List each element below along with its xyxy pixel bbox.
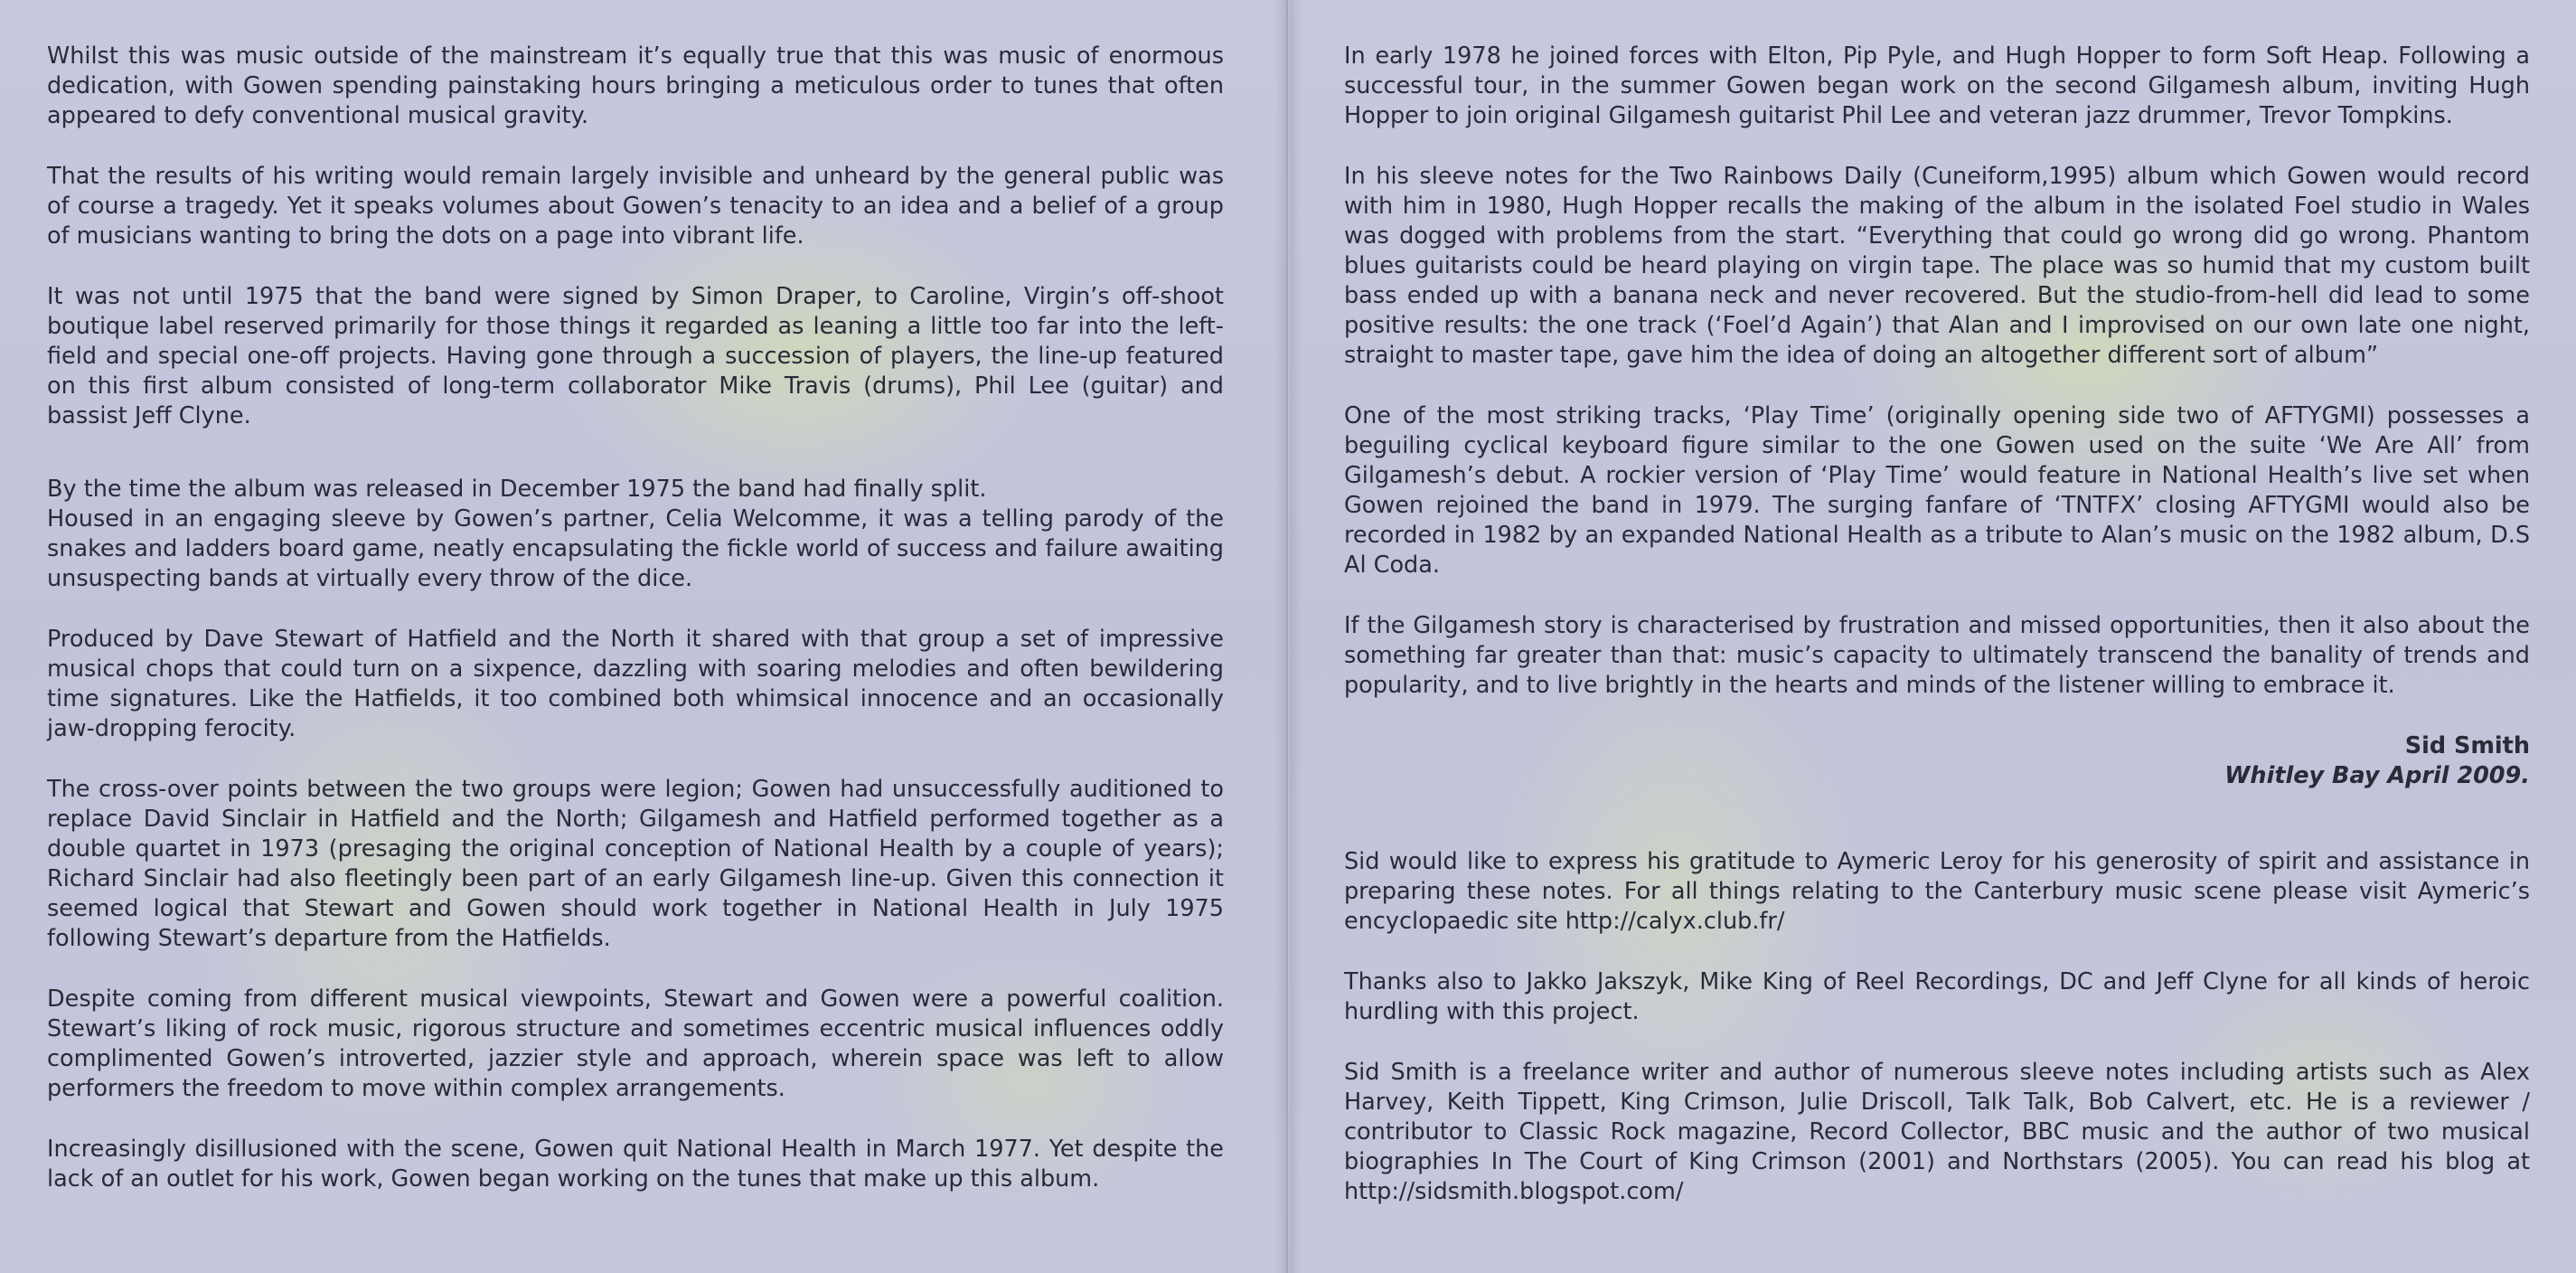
- signature-name: Sid Smith: [2404, 732, 2530, 759]
- paragraph: Thanks also to Jakko Jakszyk, Mike King of Reel Recordings, DC and Jeff Clyne for all kinds of heroic hurdling with this project.: [1344, 968, 2530, 1025]
- paragraph: If the Gilgamesh story is characterised by frustration and missed opportunities, then it also about the something far greater than that: music’s capacity to ultimately transcend the banality of trends and popularity, and to live brightly in the hearts and minds of the listener willing to embrace it.: [1344, 612, 2530, 699]
- paragraph: That the results of his writing would remain largely invisible and unheard by the general public was of course a tragedy. Yet it speaks volumes about Gowen’s tenacity to an idea and a belief of a group of musicians wanting to bring the dots on a page into vibrant life.: [47, 163, 1224, 250]
- paragraph: In his sleeve notes for the Two Rainbows Daily (Cuneiform,1995) album which Gowen would record with him in 1980, Hugh Hopper recalls the making of the album in the isolated Foel studio in Wales was dogged with problems from the start. “Everything that could go wrong did go wrong. Phantom blues guitarists could be heard playing on virgin tape. The place was so humid that my custom built bass ended up with a banana neck and never recovered. But the studio-from-hell did lead to some positive results: the one track (‘Foel’d Again’) that Alan and I improvised on our own late one night, straight to master tape, gave him the idea of doing an altogether different sort of album”: [1344, 163, 2530, 369]
- paragraph: It was not until 1975 that the band were signed by Simon Draper, to Caroline, Virgin’s off-shoot boutique label reserved primarily for those things it regarded as leaning a little too far into the left-field and special one-off projects. Having gone through a succession of players, the line-up featured on this first album consisted of long-term collaborator Mike Travis (drums), Phil Lee (guitar) and bassist Jeff Clyne.: [47, 283, 1224, 429]
- paragraph: The cross-over points between the two groups were legion; Gowen had unsuccessfully auditioned to replace David Sinclair in Hatfield and the North; Gilgamesh and Hatfield performed together as a double quartet in 1973 (presaging the original conception of National Health by a couple of years); Richard Sinclair had also fleetingly been part of an early Gilgamesh line-up. Given this connection it seemed logical that Stewart and Gowen should work together in National Health in July 1975 following Stewart’s departure from the Hatfields.: [47, 776, 1224, 952]
- paragraph: In early 1978 he joined forces with Elton, Pip Pyle, and Hugh Hopper to form Soft Heap. Following a successful tour, in the summer Gowen began work on the second Gilgamesh album, inviting Hugh Hopper to join original Gilgamesh guitarist Phil Lee and veteran jazz drummer, Trevor Tompkins.: [1344, 42, 2530, 129]
- paragraph: Housed in an engaging sleeve by Gowen’s partner, Celia Welcomme, it was a telling parody of the snakes and ladders board game, neatly encapsulating the fickle world of success and failure awaiting unsuspecting bands at virtually every throw of the dice.: [47, 505, 1224, 592]
- signature-place-date: Whitley Bay April 2009.: [2224, 762, 2530, 789]
- paragraph: Increasingly disillusioned with the scene, Gowen quit National Health in March 1977. Yet despite the lack of an outlet for his work, Gowen began working on the tunes that make up this album.: [47, 1136, 1224, 1193]
- left-text-column: [47, 42, 1224, 1225]
- paragraph: Whilst this was music outside of the mainstream it’s equally true that this was music of enormous dedication, with Gowen spending painstaking hours bringing a meticulous order to tunes that often appeared to defy conventional musical gravity.: [47, 42, 1224, 129]
- paragraph: Despite coming from different musical viewpoints, Stewart and Gowen were a powerful coalition. Stewart’s liking of rock music, rigorous structure and sometimes eccentric musical influences oddly complimented Gowen’s introverted, jazzier style and approach, wherein space was left to allow performers the freedom to move within complex arrangements.: [47, 985, 1224, 1102]
- right-text-column: [1344, 42, 2530, 1238]
- paragraph: Sid would like to express his gratitude to Aymeric Leroy for his generosity of spirit and assistance in preparing these notes. For all things relating to the Canterbury music scene please visit Aymeric’s encyclopaedic site http://calyx.club.fr/: [1344, 848, 2530, 935]
- paragraph: Sid Smith is a freelance writer and author of numerous sleeve notes including artists such as Alex Harvey, Keith Tippett, King Crimson, Julie Driscoll, Talk Talk, Bob Calvert, etc. He is a reviewer / contributor to Classic Rock magazine, Record Collector, BBC music and the author of two musical biographies In The Court of King Crimson (2001) and Northstars (2005). You can read his blog at http://sidsmith.blogspot.com/: [1344, 1059, 2530, 1205]
- paragraph: Produced by Dave Stewart of Hatfield and the North it shared with that group a set of impressive musical chops that could turn on a sixpence, dazzling with soaring melodies and often bewildering time signatures. Like the Hatfields, it too combined both whimsical innocence and an occasionally jaw-dropping ferocity.: [47, 626, 1224, 742]
- right-page: [1288, 0, 2576, 1273]
- paragraph: By the time the album was released in December 1975 the band had finally split.: [47, 476, 987, 503]
- paragraph: One of the most striking tracks, ‘Play Time’ (originally opening side two of AFTYGMI) possesses a beguiling cyclical keyboard figure similar to the one Gowen used on the suite ‘We Are All’ from Gilgamesh’s debut. A rockier version of ‘Play Time’ would feature in National Health’s live set when Gowen rejoined the band in 1979. The surging fanfare of ‘TNTFX’ closing AFTYGMI would also be recorded in 1982 by an expanded National Health as a tribute to Alan’s music on the 1982 album, D.S Al Coda.: [1344, 402, 2530, 579]
